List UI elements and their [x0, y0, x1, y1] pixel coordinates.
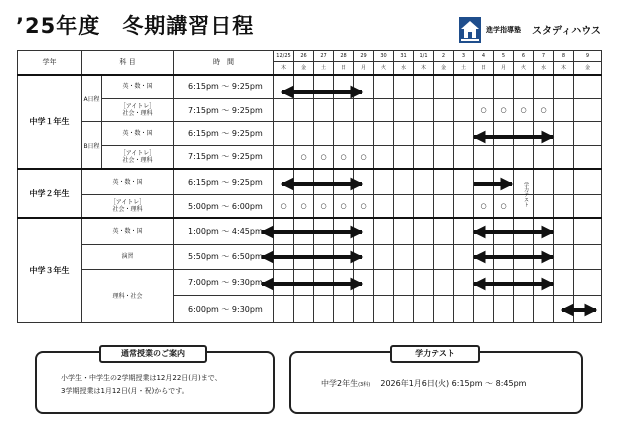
circle-mark: ○	[494, 195, 514, 219]
date-header: 5	[494, 51, 514, 62]
bracket-label: ［アイトレ］	[119, 103, 156, 111]
notice-title: 通常授業のご案内	[99, 345, 207, 363]
grade2-test-note: 学力テスト	[523, 182, 529, 207]
date-header: 31	[394, 51, 414, 62]
weekday-header: 金	[574, 61, 602, 74]
grade1-a-extra-subject	[102, 98, 174, 122]
grade3-social-time-2: 6:00pm ～ 9:30pm	[174, 296, 274, 323]
circle-mark: ○	[354, 195, 374, 219]
circle-mark: ○	[334, 145, 354, 169]
circle-mark: ○	[474, 98, 494, 122]
notice-line-2: 3学期授業は1月12日(月・祝)からです。	[61, 387, 189, 395]
grade3-social-subject: 理科・社会	[82, 270, 174, 323]
header-grade: 学年	[18, 51, 82, 75]
grade1-a-main-subject: 英・数・国	[102, 75, 174, 99]
notice-text	[61, 372, 222, 398]
test-grade-note: (3科)	[358, 382, 371, 388]
subject-label: 社会・理科	[122, 156, 153, 164]
test-title: 学力テスト	[390, 345, 480, 363]
weekday-header: 月	[494, 61, 514, 74]
grade2-extra-subject	[82, 195, 174, 219]
weekday-header: 日	[334, 61, 354, 74]
grade1-course-a: A日程	[82, 75, 102, 122]
grade1-b-main-time: 6:15pm ～ 9:25pm	[174, 122, 274, 146]
circle-mark: ○	[334, 195, 354, 219]
grade1-course-b: B日程	[82, 122, 102, 169]
grade2-main-time: 6:15pm ～ 9:25pm	[174, 169, 274, 195]
test-schedule	[321, 378, 526, 389]
date-header: 7	[534, 51, 554, 62]
schedule-table	[17, 50, 602, 323]
test-date-time: 2026年1月6日(火) 6:15pm ～ 8:45pm	[380, 379, 527, 388]
circle-mark: ○	[314, 145, 334, 169]
weekday-header: 土	[314, 61, 334, 74]
page-title: ’25年度 冬期講習日程	[16, 14, 255, 38]
grade2-label: 中学２年生	[18, 169, 82, 218]
grade2-extra-time: 5:00pm ～ 6:00pm	[174, 195, 274, 219]
company-name: スタディハウス	[532, 26, 601, 37]
weekday-header: 月	[354, 61, 374, 74]
grade3-main-time: 1:00pm ～ 4:45pm	[174, 218, 274, 244]
grade3-main-subject: 英・数・国	[82, 218, 174, 244]
weekday-header: 金	[294, 61, 314, 74]
date-header: 28	[334, 51, 354, 62]
date-header: 4	[474, 51, 494, 62]
circle-mark: ○	[534, 98, 554, 122]
grade1-a-main-time: 6:15pm ～ 9:25pm	[174, 75, 274, 99]
bracket-label: ［アイトレ］	[119, 149, 156, 157]
test-box	[289, 351, 583, 414]
date-header: 9	[574, 51, 602, 62]
subject-label: 社会・理科	[122, 110, 153, 118]
date-header: 1/1	[414, 51, 434, 62]
company-logo-icon	[459, 17, 481, 43]
circle-mark: ○	[514, 98, 534, 122]
notice-box	[35, 351, 275, 414]
grade1-b-extra-subject	[102, 145, 174, 169]
weekday-header: 木	[554, 61, 574, 74]
weekday-header: 日	[474, 61, 494, 74]
date-header: 26	[294, 51, 314, 62]
circle-mark: ○	[314, 195, 334, 219]
weekday-header: 土	[454, 61, 474, 74]
header-subject: 科 目	[82, 51, 174, 75]
date-header: 27	[314, 51, 334, 62]
weekday-header: 木	[274, 61, 294, 74]
grade1-a-extra-time: 7:15pm ～ 9:25pm	[174, 98, 274, 122]
circle-mark: ○	[274, 195, 294, 219]
grade2-main-subject: 英・数・国	[82, 169, 174, 195]
circle-mark: ○	[494, 98, 514, 122]
date-header: 12/25	[274, 51, 294, 62]
grade1-label: 中学１年生	[18, 75, 82, 169]
header-time: 時 間	[174, 51, 274, 75]
date-header: 3	[454, 51, 474, 62]
grade3-social-time-1: 7:00pm ～ 9:30pm	[174, 270, 274, 296]
circle-mark: ○	[294, 145, 314, 169]
date-header: 6	[514, 51, 534, 62]
subject-label: 社会・理科	[112, 206, 143, 214]
notice-line-1: 小学生・中学生の2学期授業は12月22日(月)まで、	[61, 374, 222, 382]
bracket-label: ［アイトレ］	[109, 199, 146, 207]
grade1-b-extra-time: 7:15pm ～ 9:25pm	[174, 145, 274, 169]
date-header: 29	[354, 51, 374, 62]
weekday-header: 水	[394, 61, 414, 74]
weekday-header: 火	[514, 61, 534, 74]
grade1-b-main-subject: 英・数・国	[102, 122, 174, 146]
grade3-label: 中学３年生	[18, 218, 82, 322]
weekday-header: 金	[434, 61, 454, 74]
date-header: 30	[374, 51, 394, 62]
weekday-header: 水	[534, 61, 554, 74]
date-header: 8	[554, 51, 574, 62]
circle-mark: ○	[294, 195, 314, 219]
test-grade: 中学2年生	[321, 379, 359, 388]
grade3-lecture-time: 5:50pm ～ 6:50pm	[174, 244, 274, 270]
circle-mark: ○	[474, 195, 494, 219]
weekday-header: 火	[374, 61, 394, 74]
grade3-lecture-subject: 演習	[82, 244, 174, 270]
weekday-header: 木	[414, 61, 434, 74]
company-tagline: 進学指導塾	[486, 26, 521, 34]
date-header: 2	[434, 51, 454, 62]
circle-mark: ○	[354, 145, 374, 169]
